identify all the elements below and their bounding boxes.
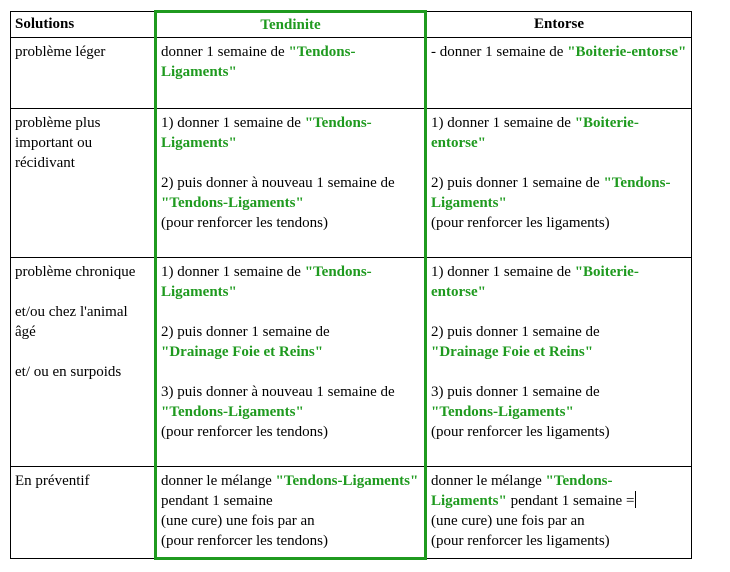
table-row — [11, 258, 692, 467]
product-name: "Tendons-Ligaments" — [161, 404, 304, 420]
table-row — [11, 38, 692, 109]
cell-text: 3) puis donner à nouveau 1 semaine de — [161, 384, 395, 400]
text-cursor — [635, 491, 636, 508]
product-name: "Drainage Foie et Reins" — [431, 344, 594, 360]
product-name: "Drainage Foie et Reins" — [161, 344, 324, 360]
step-1 — [161, 262, 420, 302]
cell-text: donner le mélange — [431, 473, 546, 489]
cell-text: 1) donner 1 semaine de — [431, 115, 575, 131]
header-solutions: Solutions — [11, 12, 156, 38]
cell-note: (pour renforcer les ligaments) — [431, 533, 610, 549]
cell-text: 1) donner 1 semaine de — [161, 115, 305, 131]
cell-text: 2) puis donner 1 semaine de — [431, 175, 604, 191]
cell-line: (une cure) une fois par an — [161, 513, 315, 529]
step-1 — [431, 262, 687, 302]
product-name: "Boiterie-entorse" — [431, 264, 639, 300]
header-entorse: Entorse — [426, 12, 692, 38]
cell-text: donner le mélange — [161, 473, 276, 489]
product-name: "Tendons-Ligaments" — [161, 44, 356, 80]
cell-note: (pour renforcer les tendons) — [161, 424, 329, 440]
product-name: "Tendons-Ligaments" — [161, 264, 372, 300]
header-tendinite: Tendinite — [156, 12, 426, 38]
cell-text: 2) puis donner 1 semaine de — [161, 324, 330, 340]
product-name: "Tendons-Ligaments" — [431, 404, 574, 420]
row-label-line: et/ou chez l'animal âgé — [15, 304, 128, 340]
solutions-table — [10, 10, 692, 560]
product-name: "Boiterie-entorse" — [567, 44, 687, 60]
cell-text: 3) puis donner 1 semaine de — [431, 384, 600, 400]
cell-note: (pour renforcer les tendons) — [161, 533, 329, 549]
cell-tendinite — [156, 467, 426, 559]
cell-entorse — [426, 38, 692, 109]
step-3 — [431, 382, 687, 422]
step-2 — [431, 173, 687, 213]
cell-text: pendant 1 semaine — [161, 493, 273, 509]
product-name: "Tendons-Ligaments" — [431, 473, 613, 509]
row-label: problème plus important ou récidivant — [11, 109, 156, 258]
cell-text: - donner 1 semaine de — [431, 44, 568, 60]
product-name: "Tendons-Ligaments" — [161, 115, 372, 151]
step-2 — [431, 322, 687, 362]
row-label: problème léger — [11, 38, 156, 109]
step-1 — [431, 113, 687, 153]
table-row — [11, 109, 692, 258]
row-label: En préventif — [11, 467, 156, 559]
product-name: "Tendons-Ligaments" — [161, 195, 304, 211]
row-label-line: et/ ou en surpoids — [15, 364, 122, 380]
cell-text: 1) donner 1 semaine de — [431, 264, 575, 280]
step-1 — [161, 113, 420, 153]
row-label — [11, 258, 156, 467]
step-2 — [161, 322, 420, 362]
step-2 — [161, 173, 420, 213]
step-3 — [161, 382, 420, 422]
table-row — [11, 467, 692, 559]
cell-text: 1) donner 1 semaine de — [161, 264, 305, 280]
cell-line: (une cure) une fois par an — [431, 513, 585, 529]
cell-tendinite — [156, 38, 426, 109]
cell-line — [161, 471, 420, 511]
cell-text: donner 1 semaine de — [161, 44, 289, 60]
product-name: "Boiterie-entorse" — [431, 115, 639, 151]
cell-text: pendant 1 semaine = — [506, 493, 635, 509]
row-label-line: problème chronique — [15, 264, 136, 280]
cell-note: (pour renforcer les ligaments) — [431, 424, 610, 440]
product-name: "Tendons-Ligaments" — [275, 473, 419, 489]
cell-entorse — [426, 467, 692, 559]
cell-entorse — [426, 109, 692, 258]
cell-entorse — [426, 258, 692, 467]
cell-text: 2) puis donner 1 semaine de — [431, 324, 600, 340]
cell-tendinite — [156, 109, 426, 258]
cell-line — [431, 471, 687, 511]
header-row — [11, 12, 692, 38]
cell-note: (pour renforcer les tendons) — [161, 215, 329, 231]
cell-tendinite — [156, 258, 426, 467]
cell-note: (pour renforcer les ligaments) — [431, 215, 610, 231]
cell-text: 2) puis donner à nouveau 1 semaine de — [161, 175, 395, 191]
product-name: "Tendons-Ligaments" — [431, 175, 671, 211]
